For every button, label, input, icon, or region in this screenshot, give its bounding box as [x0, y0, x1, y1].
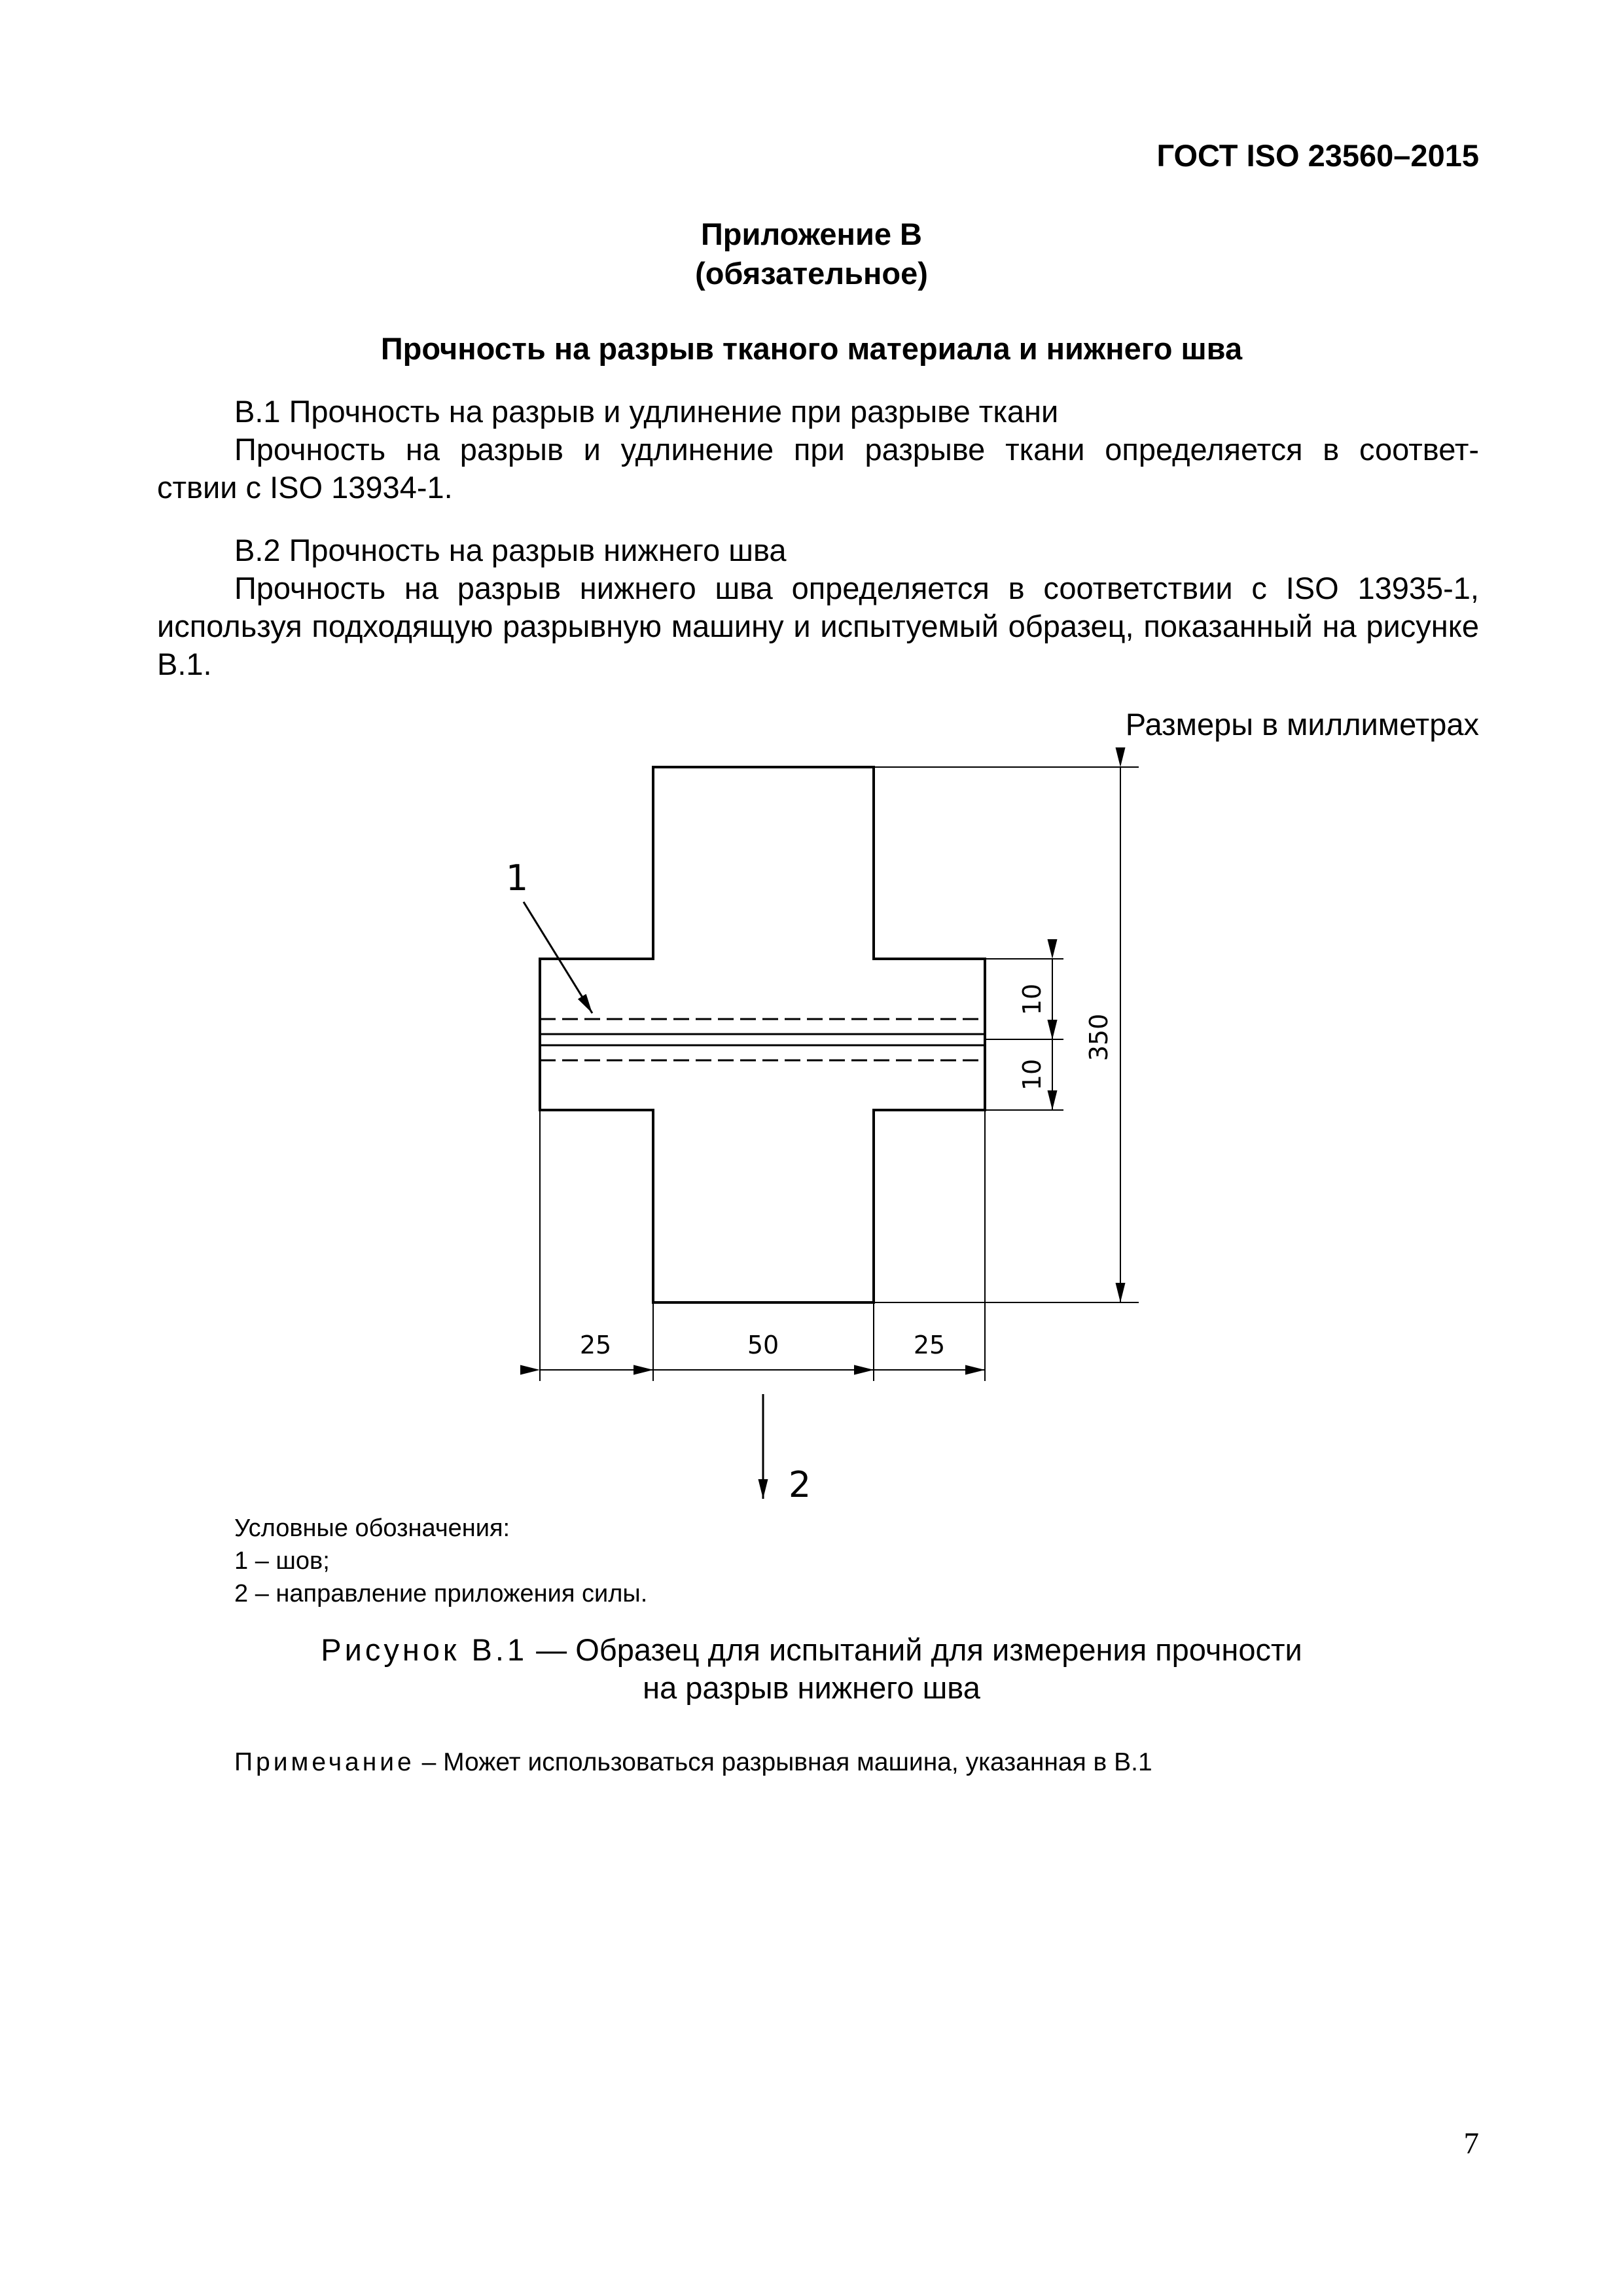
dimension-label-width-left: 25 [579, 1331, 612, 1359]
callout-2-label: 2 [788, 1464, 812, 1505]
figure-legend [234, 1512, 647, 1610]
annex-heading: Прочность на разрыв тканого материала и нижнего шва [380, 331, 1243, 366]
note-dash: – [414, 1748, 444, 1776]
figure-caption-dash: — [527, 1632, 576, 1667]
section-b2-heading: В.2 Прочность на разрыв нижнего шва [234, 533, 787, 567]
document-number: ГОСТ ISO 23560–2015 [1156, 138, 1479, 173]
units-note: Размеры в миллиметрах [1125, 707, 1479, 742]
section-b2-body: Прочность на разрыв нижнего шва определяется в соответствии с ISO 13935-1, используя подходящую разрывную машину и испытуемый образец, показанный на рисунке В.1. [157, 571, 1479, 681]
page-number: 7 [1463, 2126, 1479, 2161]
dimension-label-total-height: 350 [1084, 1013, 1113, 1062]
figure-caption-line-2: на разрыв нижнего шва [643, 1670, 980, 1705]
figure-caption-line-1 [0, 1631, 1623, 1669]
note [234, 1746, 1152, 1779]
annex-title: Приложение В [701, 217, 922, 251]
legend-title: Условные обозначения: [234, 1515, 510, 1542]
note-text: Может использоваться разрывная машина, указанная в В.1 [443, 1748, 1152, 1776]
note-label: Примечание [234, 1748, 415, 1776]
figure-caption [0, 1631, 1623, 1707]
annex-status: (обязательное) [695, 256, 928, 291]
figure-caption-title: Образец для испытаний для измерения прочности [575, 1632, 1302, 1667]
figure-caption-label: Рисунок В.1 [321, 1632, 528, 1667]
section-b1-heading: В.1 Прочность на разрыв и удлинение при разрыве ткани [234, 394, 1059, 429]
callout-1-label: 1 [505, 857, 529, 899]
dimension-label-seam-lower: 10 [1018, 1058, 1046, 1091]
dimension-label-width-right: 25 [913, 1331, 946, 1359]
dimension-label-width-center: 50 [747, 1331, 779, 1359]
dimension-label-seam-upper: 10 [1018, 983, 1046, 1016]
legend-item-1: 1 – шов; [234, 1547, 330, 1575]
legend-item-2: 2 – направление приложения силы. [234, 1580, 648, 1607]
section-b1-body-line-1: Прочность на разрыв и удлинение при разрыве ткани определяется в соответ- [234, 432, 1479, 467]
section-b1-body-line-2: ствии с ISO 13934-1. [157, 470, 453, 505]
